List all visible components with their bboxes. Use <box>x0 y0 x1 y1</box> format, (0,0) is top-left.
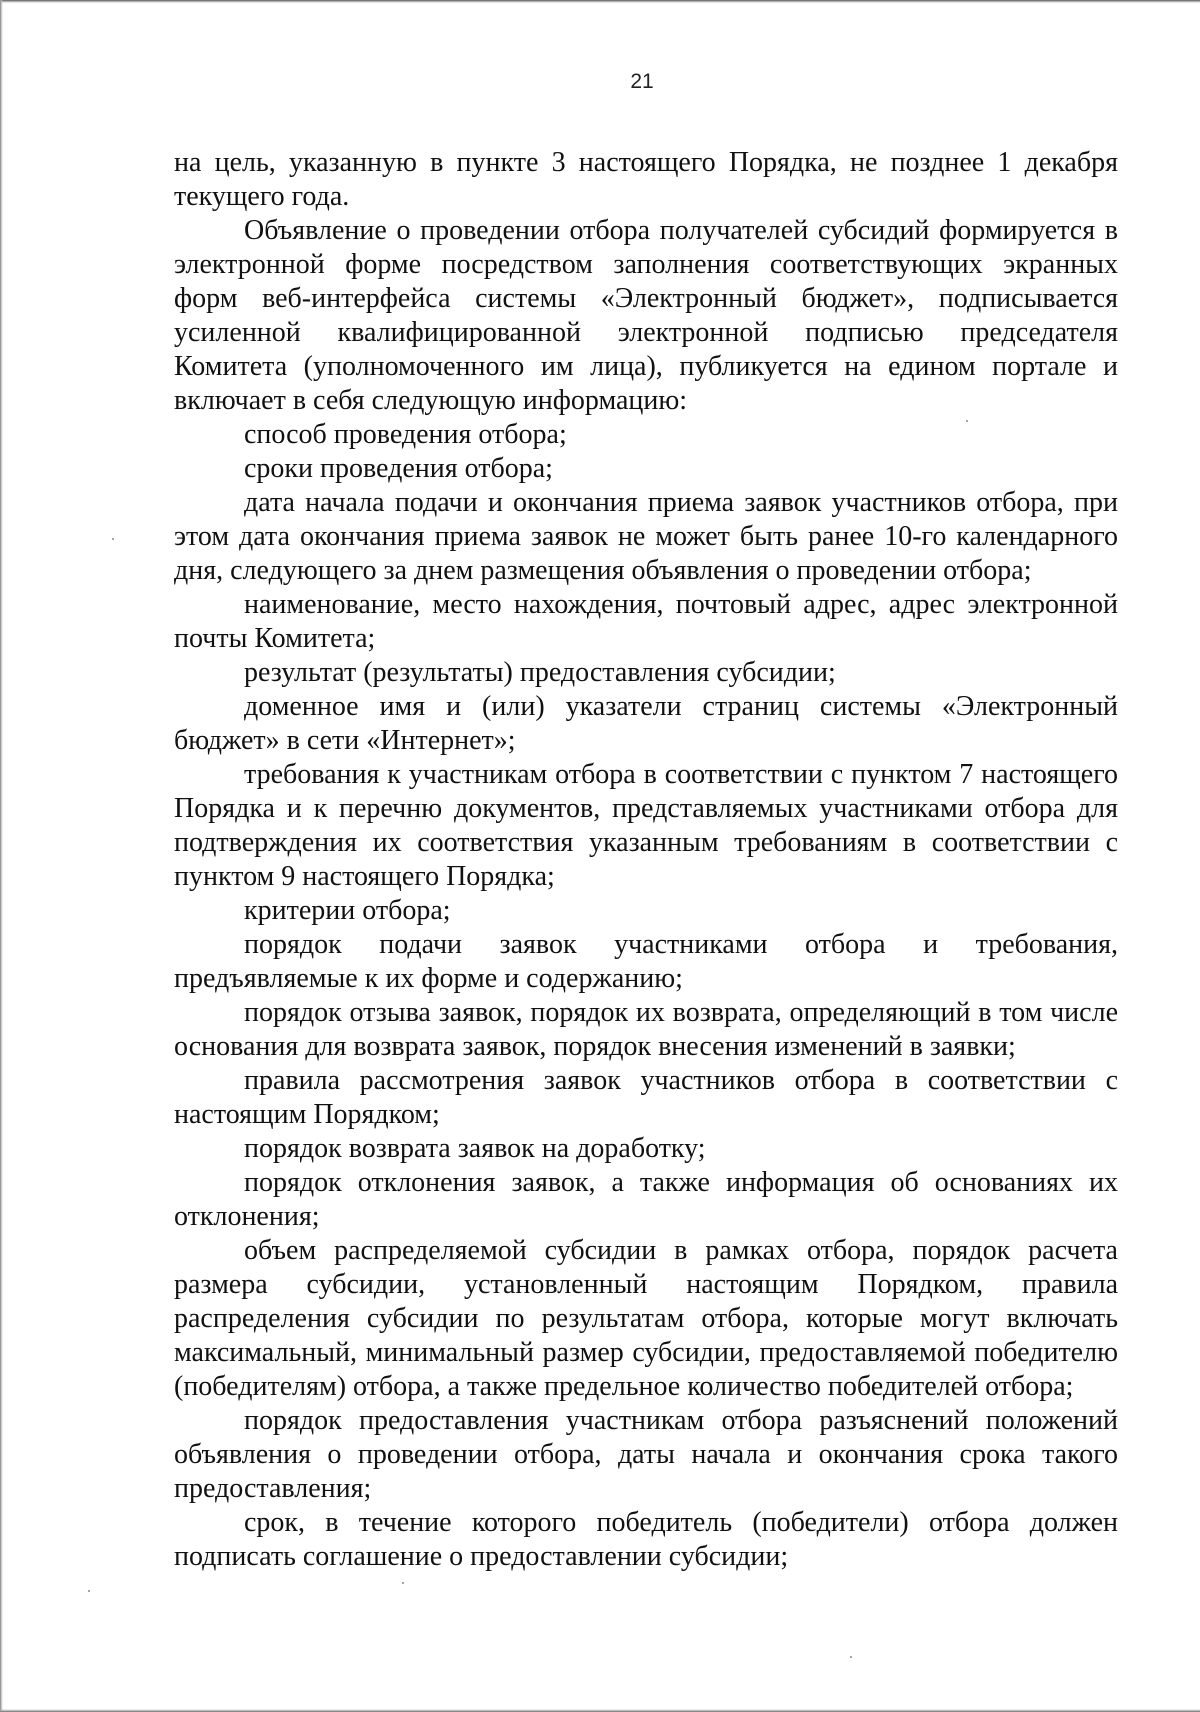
list-item: порядок возврата заявок на доработку; <box>244 1133 706 1164</box>
scan-edge-left <box>0 0 3 1712</box>
scan-edge-top <box>0 0 1200 3</box>
list-item: правила рассмотрения заявок участников отбора в соответствии с настоящим Порядком; <box>174 1065 1118 1130</box>
list-item: требования к участникам отбора в соответствии с пунктом 7 настоящего Порядка и к перечню документов, представляемых участниками отбора для подтверждения их соответствия указанным требованиям в соответствии с пунктом 9 настоящего Порядка; <box>174 759 1118 892</box>
scan-speck <box>402 1582 404 1584</box>
scan-speck <box>112 538 114 540</box>
list-item: доменное имя и (или) указатели страниц системы «Электронный бюджет» в сети «Интернет»; <box>174 691 1118 756</box>
list-item: сроки проведения отбора; <box>244 453 553 484</box>
list-item: срок, в течение которого победитель (победители) отбора должен подписать соглашение о предоставлении субсидии; <box>174 1507 1118 1572</box>
list-item: дата начала подачи и окончания приема заявок участников отбора, при этом дата окончания приема заявок не может быть ранее 10-го календарного дня, следующего за днем размещения объявления о проведении отбора; <box>174 487 1118 586</box>
list-item: порядок отклонения заявок, а также информация об основаниях их отклонения; <box>174 1167 1118 1232</box>
body-text <box>174 146 1118 1574</box>
scan-speck <box>850 1656 852 1658</box>
paragraph: Объявление о проведении отбора получателей субсидий формируется в электронной форме посредством заполнения соответствующих экранных форм веб-интерфейса системы «Электронный бюджет», подписывается усиленной квалифицированной электронной подписью председателя Комитета (уполномоченного им лица), публикуется на едином портале и включает в себя следующую информацию: <box>174 215 1118 416</box>
list-item: способ проведения отбора; <box>244 419 567 450</box>
list-item: наименование, место нахождения, почтовый адрес, адрес электронной почты Комитета; <box>174 589 1118 654</box>
list-item: порядок отзыва заявок, порядок их возврата, определяющий в том числе основания для возврата заявок, порядок внесения изменений в заявки; <box>174 997 1118 1062</box>
page-number: 21 <box>630 70 654 93</box>
list-item: порядок предоставления участникам отбора разъяснений положений объявления о проведении отбора, даты начала и окончания срока такого предоставления; <box>174 1405 1118 1504</box>
list-item: объем распределяемой субсидии в рамках отбора, порядок расчета размера субсидии, установленный настоящим Порядком, правила распределения субсидии по результатам отбора, которые могут включать максимальный, минимальный размер субсидии, предоставляемой победителю (победителям) отбора, а также предельное количество победителей отбора; <box>174 1235 1118 1402</box>
list-item: критерии отбора; <box>244 895 451 926</box>
scan-speck <box>88 1590 90 1592</box>
list-item: порядок подачи заявок участниками отбора и требования, предъявляемые к их форме и содержанию; <box>174 929 1118 994</box>
paragraph: на цель, указанную в пункте 3 настоящего Порядка, не позднее 1 декабря текущего года. <box>174 147 1118 212</box>
list-item: результат (результаты) предоставления субсидии; <box>244 657 836 688</box>
